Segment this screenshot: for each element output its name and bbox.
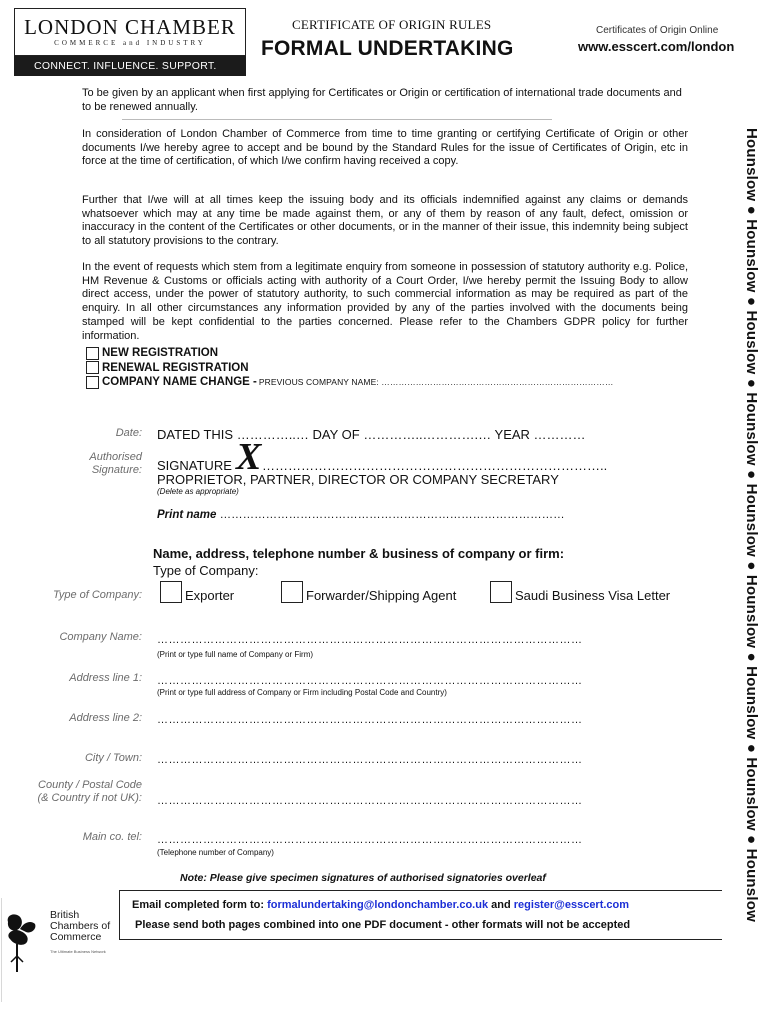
print-name-row[interactable] bbox=[157, 509, 565, 521]
bcc-tagline: The Ultimate Business Network bbox=[50, 949, 106, 954]
logo-sub: COMMERCE and INDUSTRY bbox=[54, 39, 206, 47]
side-strip-text: Hounslow ● Hounslow ● Houslow ● Hounslow ● Hounslow ● Hounslow ● Hounslow ● Hounslow ● Hounslow bbox=[743, 128, 760, 922]
header-online: Certificates of Origin Online bbox=[596, 25, 719, 36]
county-label: County / Postal Code bbox=[38, 779, 142, 791]
intro-text: To be given by an applicant when first applying for Certificates or Origin or certification of international trade documents and to be renewed annually. bbox=[82, 87, 682, 113]
exporter-label: Exporter bbox=[185, 588, 235, 603]
divider bbox=[82, 119, 682, 120]
renewal-registration-label: RENEWAL REGISTRATION bbox=[102, 361, 249, 374]
email-instructions-box bbox=[119, 890, 722, 940]
specimen-note: Note: Please give specimen signatures of authorised signatories overleaf bbox=[180, 872, 546, 884]
forwarder-checkbox[interactable] bbox=[281, 581, 303, 603]
delete-note: (Delete as appropriate) bbox=[157, 487, 239, 496]
city-field[interactable]: ………………………………………………………………………………………………… bbox=[157, 754, 583, 766]
bcc-logo bbox=[0, 892, 118, 1004]
renewal-registration-option[interactable] bbox=[86, 361, 613, 376]
company-name-change-checkbox[interactable] bbox=[86, 376, 99, 389]
forwarder-option[interactable] bbox=[281, 581, 456, 603]
date-label: Date: bbox=[115, 427, 142, 439]
header-rules: CERTIFICATE OF ORIGIN RULES bbox=[292, 17, 492, 32]
county-postal-field[interactable]: ………………………………………………………………………………………………… bbox=[157, 795, 583, 807]
logo-name: LONDON CHAMBER bbox=[24, 15, 236, 39]
dated-this-field[interactable]: DATED THIS …………..… DAY OF …………..………….… YEAR ………… bbox=[157, 427, 586, 442]
bcc-line1: British bbox=[50, 909, 80, 921]
new-registration-checkbox[interactable] bbox=[86, 347, 99, 360]
exporter-checkbox[interactable] bbox=[160, 581, 182, 603]
authorised-label: Authorised bbox=[89, 451, 142, 463]
main-tel-field[interactable]: ………………………………………………………………………………………………… bbox=[157, 834, 583, 846]
email-line bbox=[132, 899, 629, 911]
address-line-2-label: Address line 2: bbox=[69, 712, 142, 724]
saudi-visa-option[interactable] bbox=[490, 581, 670, 603]
company-name-hint: (Print or type full name of Company or Firm) bbox=[157, 650, 314, 659]
company-name-change-option[interactable] bbox=[86, 375, 613, 390]
signature-label: Signature: bbox=[91, 464, 142, 476]
page-title: FORMAL UNDERTAKING bbox=[261, 37, 514, 60]
company-name-field[interactable]: ………………………………………………………………………………………………… bbox=[157, 634, 583, 646]
company-name-change-label: COMPANY NAME CHANGE - bbox=[102, 376, 257, 389]
type-of-company-heading: Type of Company: bbox=[153, 563, 259, 578]
pdf-instruction: Please send both pages combined into one PDF document - other formats will not be accepted bbox=[135, 919, 631, 931]
bcc-line3: Commerce bbox=[50, 931, 102, 943]
signature-prefix: SIGNATURE bbox=[157, 458, 232, 473]
london-chamber-logo bbox=[14, 8, 246, 76]
register-email-link[interactable]: register@esscert.com bbox=[513, 899, 630, 911]
new-registration-label: NEW REGISTRATION bbox=[102, 347, 219, 360]
renewal-registration-checkbox[interactable] bbox=[86, 361, 99, 374]
exporter-option[interactable] bbox=[160, 581, 234, 603]
type-of-company-label: Type of Company: bbox=[52, 589, 142, 601]
main-tel-label: Main co. tel: bbox=[82, 831, 142, 843]
registration-options bbox=[86, 346, 613, 390]
forwarder-label: Forwarder/Shipping Agent bbox=[306, 588, 457, 603]
city-label: City / Town: bbox=[84, 752, 142, 764]
main-tel-hint: (Telephone number of Company) bbox=[157, 848, 274, 857]
signature-x-mark: X bbox=[236, 436, 262, 478]
new-registration-option[interactable] bbox=[86, 346, 613, 361]
previous-company-name-field[interactable]: PREVIOUS COMPANY NAME: ……………………………………………………………………… bbox=[258, 377, 614, 388]
paragraph-consideration: In consideration of London Chamber of Commerce from time to time granting or certifying Certificate of Origin or other documents I/we hereby agree to accept and be bound by the Standard Rules for the issue of Certificates of Origin, etc in force at the time of certification, of which I/we confirm having received a copy. bbox=[82, 128, 688, 168]
saudi-visa-checkbox[interactable] bbox=[490, 581, 512, 603]
header-url[interactable]: www.esscert.com/london bbox=[578, 39, 735, 54]
company-name-label: Company Name: bbox=[59, 631, 142, 643]
email-prefix: Email completed form to: bbox=[132, 899, 265, 911]
print-name-field[interactable]: ……………………………………………………………………………… bbox=[219, 509, 565, 521]
formal-undertaking-email-link[interactable]: formalundertaking@londonchamber.co.uk bbox=[267, 899, 489, 911]
address-line-1-hint: (Print or type full address of Company or Firm including Postal Code and Country) bbox=[157, 688, 447, 697]
logo-tagline: CONNECT. INFLUENCE. SUPPORT. bbox=[14, 56, 246, 76]
paragraph-indemnity: Further that I/we will at all times keep the issuing body and its officials indemnified against any claims or demands whatsoever which may at any time be made against them, or any of them by reason of any fault, defect, omission or inaccuracy in the content of the Certificates or other documents, or in the manner of their issue, this indemnity being subject to all statutory provisions to the contrary. bbox=[82, 194, 688, 248]
side-strip bbox=[739, 128, 763, 978]
email-and: and bbox=[491, 899, 511, 911]
signatory-role: PROPRIETOR, PARTNER, DIRECTOR OR COMPANY SECRETARY bbox=[157, 472, 559, 487]
country-label: (& Country if not UK): bbox=[37, 792, 142, 804]
signature-field[interactable]: …………………………………………………………………….. bbox=[262, 458, 608, 473]
logo-frame bbox=[14, 8, 246, 56]
saudi-visa-label: Saudi Business Visa Letter bbox=[515, 588, 671, 603]
company-section-heading: Name, address, telephone number & business of company or firm: bbox=[153, 546, 565, 561]
paragraph-enquiry: In the event of requests which stem from a legitimate enquiry from someone in possession of statutory authority e.g. Police, HM Revenue & Customs or officials acting with authority of a Court Order, I/we hereby permit the Issuing Body to allow direct access, under the power of statutory authority, to such commercial information as may be required as part of the enquiry. In all other circumstances any information provided by any of the parties involved with the documents being stamped will be kept confidential to the parties concerned. Please refer to the Chambers GDPR policy for further information. bbox=[82, 261, 688, 342]
address-line-1-label: Address line 1: bbox=[69, 672, 142, 684]
bcc-name bbox=[50, 910, 110, 943]
address-line-1-field[interactable]: ………………………………………………………………………………………………… bbox=[157, 675, 583, 687]
address-line-2-field[interactable]: ………………………………………………………………………………………………… bbox=[157, 714, 583, 726]
bcc-line2: Chambers of bbox=[50, 920, 111, 932]
print-name-label: Print name bbox=[157, 509, 217, 521]
